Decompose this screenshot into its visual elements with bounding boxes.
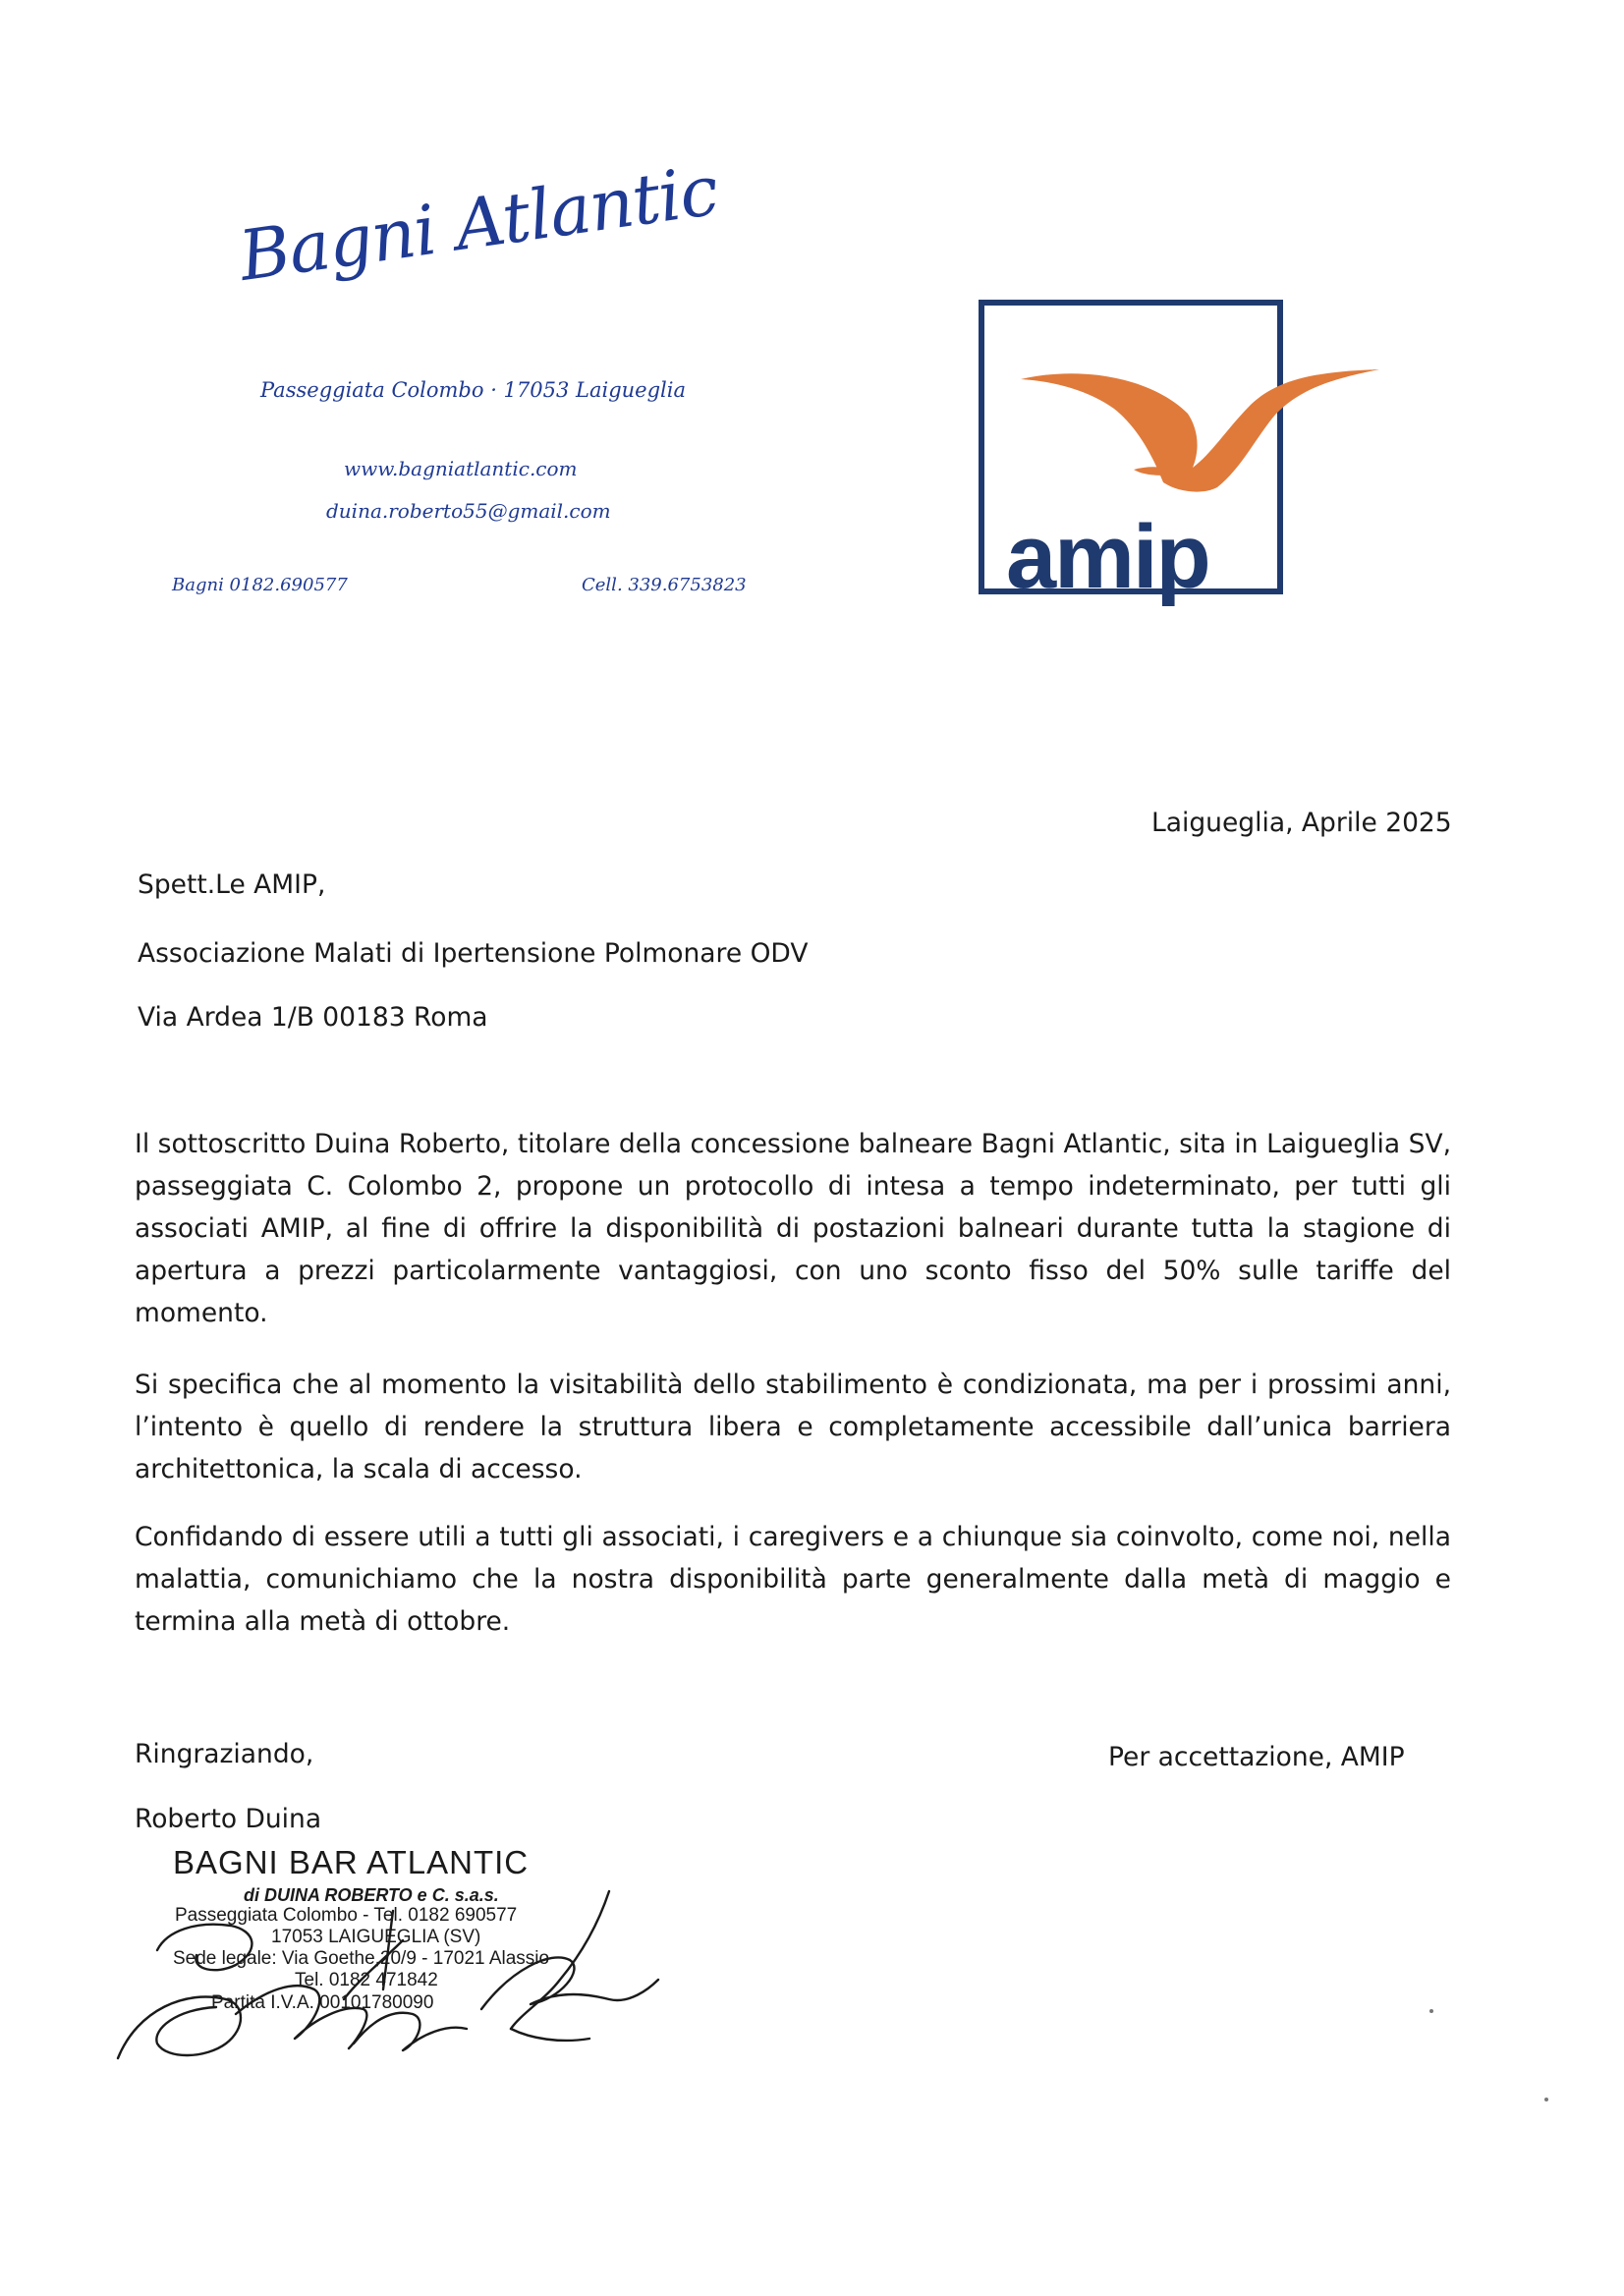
body-paragraph: Si specifica che al momento la visitabilità dello stabilimento è condizionata, ma per i prossimi anni, l’intento è quello di rendere la struttura libera e completamente accessibile dall’unica barriera architettonica, la scala di accesso.: [135, 1370, 1451, 1484]
stamp-address: Passeggiata Colombo - Tel. 0182 690577: [175, 1905, 518, 1926]
letterhead-email: duina.roberto55@gmail.com: [326, 499, 611, 523]
letterhead-phone-bagni: Bagni 0182.690577: [172, 575, 348, 595]
scan-speck: [1544, 2098, 1548, 2101]
handwritten-signature: [98, 1842, 668, 2068]
closing-text: Ringraziando,: [135, 1739, 314, 1769]
seagull-icon: [1016, 360, 1389, 497]
recipient-line: Spett.Le AMIP,: [138, 869, 326, 900]
stamp-vat-number: Partita I.V.A. 00101780090: [211, 1992, 434, 2013]
body-paragraph: Il sottoscritto Duina Roberto, titolare della concessione balneare Bagni Atlantic, sita in Laigueglia SV, passeggiata C. Colombo 2, propone un protocollo di intesa a tempo indeterminato, per tutti gli associati AMIP, al fine di offrire la disponibilità di postazioni balneari durante tutta la stagione di apertura a prezzi particolarmente vantaggiosi, con uno sconto fisso del 50% sulle tariffe del momento.: [135, 1129, 1451, 1328]
acceptance-text: Per accettazione, AMIP: [1108, 1742, 1405, 1772]
recipient-line: Via Ardea 1/B 00183 Roma: [138, 1002, 488, 1033]
scan-speck: [1429, 2009, 1433, 2013]
stamp-legal-address: Sede legale: Via Goethe,20/9 - 17021 Alassio: [173, 1948, 550, 1969]
company-stamp: [98, 1842, 668, 2068]
body-paragraph: Confidando di essere utili a tutti gli associati, i caregivers e a chiunque sia coinvolto, come noi, nella malattia, comunichiamo che la nostra disponibilità parte generalmente dalla metà di maggio e termina alla metà di ottobre.: [135, 1522, 1451, 1637]
letterhead-phone-cell: Cell. 339.6753823: [582, 575, 747, 595]
recipient-line: Associazione Malati di Ipertensione Polmonare ODV: [138, 938, 809, 969]
brand-logo-text: Bagni Atlantic: [234, 149, 723, 297]
stamp-phone: Tel. 0182 471842: [295, 1970, 438, 1990]
signatory-name: Roberto Duina: [135, 1804, 322, 1834]
letterhead-address: Passeggiata Colombo · 17053 Laigueglia: [260, 378, 686, 402]
stamp-title: BAGNI BAR ATLANTIC: [173, 1844, 530, 1880]
letterhead-website: www.bagniatlantic.com: [344, 457, 578, 480]
amip-logo: [979, 300, 1283, 607]
amip-logo-text: amip: [1006, 507, 1209, 607]
letterhead: [147, 149, 776, 619]
stamp-city: 17053 LAIGUEGLIA (SV): [271, 1927, 481, 1947]
stamp-subtitle: di DUINA ROBERTO e C. s.a.s.: [244, 1885, 499, 1905]
letter-date: Laigueglia, Aprile 2025: [1151, 808, 1452, 838]
